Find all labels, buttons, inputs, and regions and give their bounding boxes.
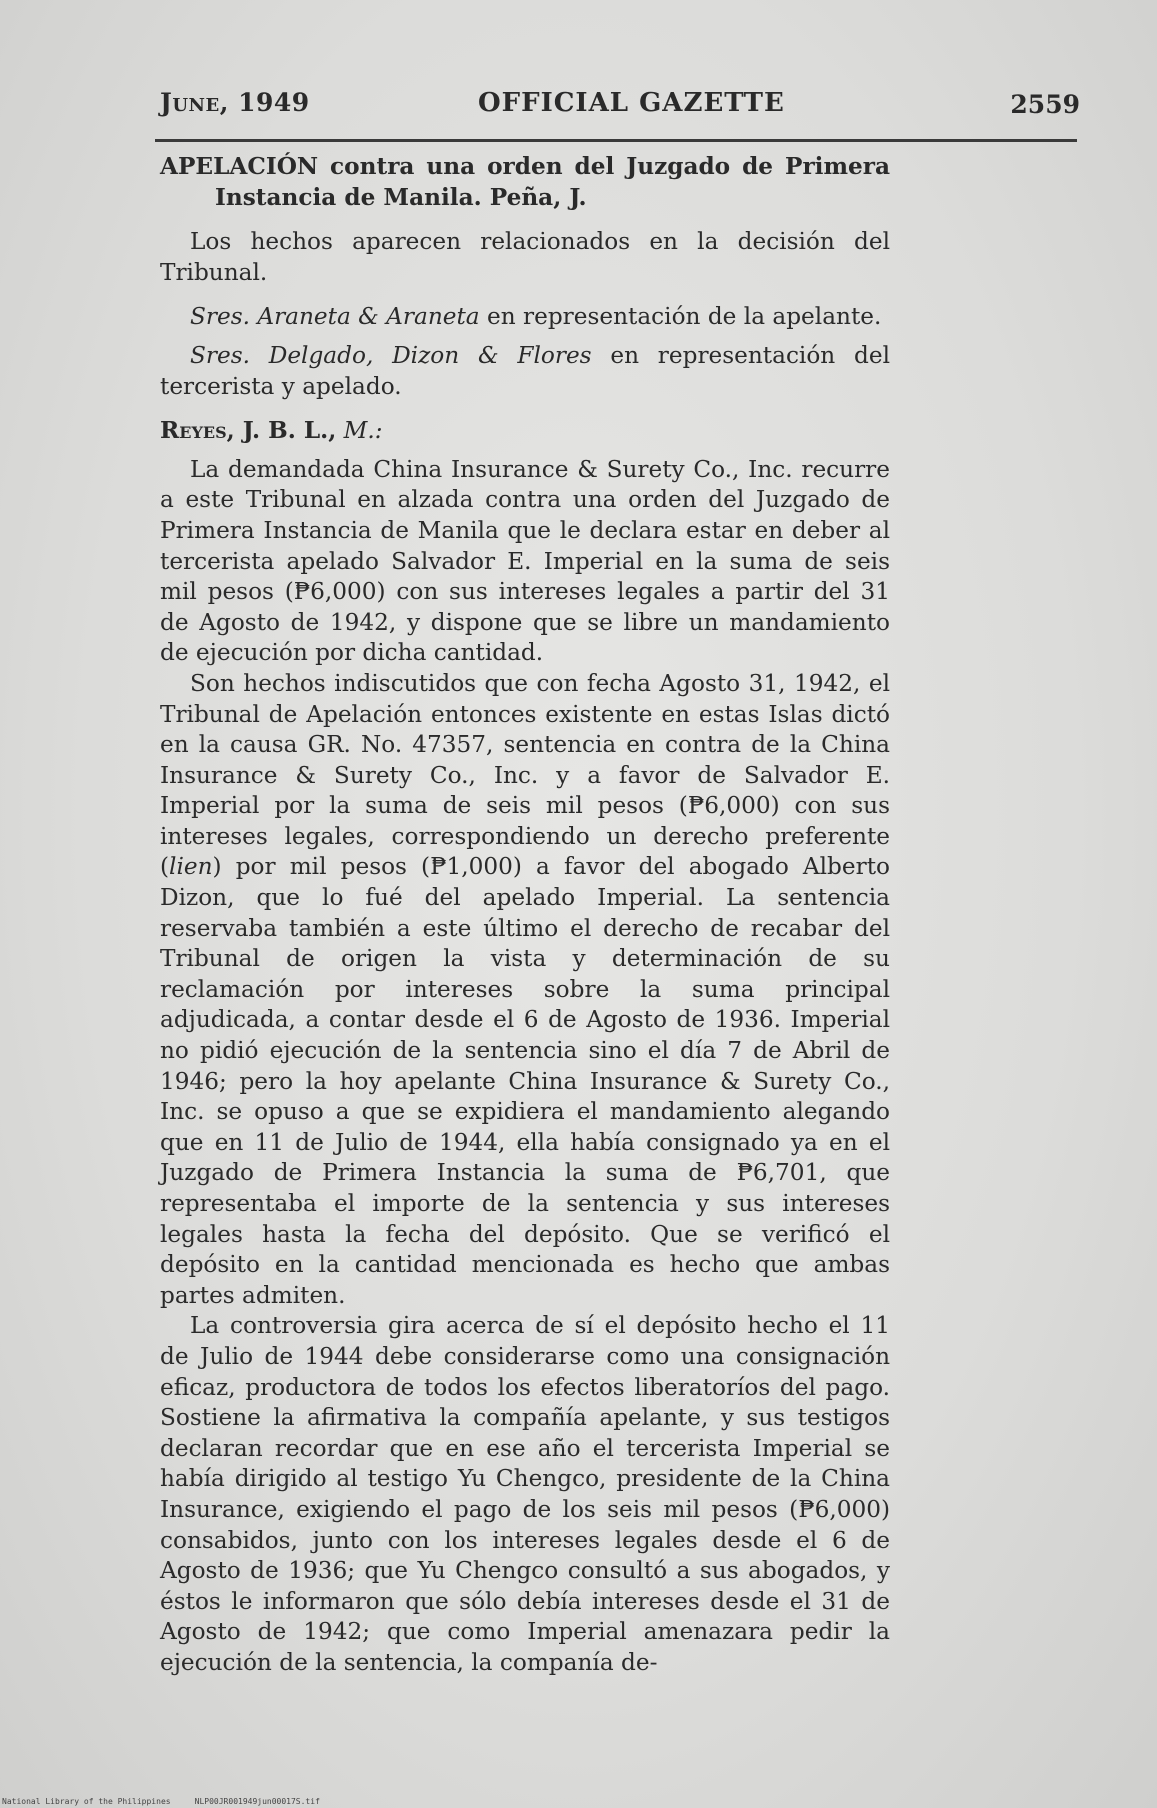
paragraph-1: La demandada China Insurance & Surety Co., Inc. recurre a este Tribunal en alzada contra una orden del Juzgado de Primera Instancia de Manila que le declara estar en deber al tercerista apelado Salvador E. Imperial en la suma de seis mil pesos (₱6,000) con sus intereses legales a partir del 31 de Agosto de 1942, y dispone que se libre un mandamiento de ejecución por dicha cantidad. [160, 455, 890, 667]
paragraph-3: La controversia gira acerca de sí el depósito hecho el 11 de Julio de 1944 debe considerarse como una consignación eficaz, productora de todos los efectos liberatoríos del pago. Sostiene la afirmativa la compañía apelante, y sus testigos declaran recordar que en ese año el tercerista Imperial se había dirigido al testigo Yu Chengco, presidente de la China Insurance, exigiendo el pago de los seis mil pesos (₱6,000) consabidos, junto con los intereses legales desde el 6 de Agosto de 1936; que Yu Chengco consultó a sus abogados, y éstos le informaron que sólo debía intereses desde el 31 de Agosto de 1942; que como Imperial amenazara pedir la ejecución de la sentencia, la companía de- [160, 1312, 890, 1676]
article-body [160, 152, 890, 1679]
paragraph-2 [160, 669, 890, 1311]
counsel-appellee-names: Sres. Delgado, Dizon & Flores [190, 341, 592, 369]
header-rule [155, 139, 1077, 142]
header-title: OFFICIAL GAZETTE [478, 88, 785, 118]
appeal-text: contra una orden del Juzgado de Primera Instancia de Manila. Peña, J. [215, 153, 890, 211]
scan-footer: National Library of the Philippines NLP00JR001949jun00017S.tif [2, 1797, 320, 1806]
header-date: June, 1949 [160, 88, 310, 117]
paragraph-2-part-b: ) por mil pesos (₱1,000) a favor del abogado Alberto Dizon, que lo fué del apelado Imperial. La sentencia reservaba también a este último el derecho de recabar del Tribunal de origen la vista y determinación de su reclamación por intereses sobre la suma principal adjudicada, a contar desde el 6 de Agosto de 1936. Imperial no pidió ejecución de la sentencia sino el día 7 de Abril de 1946; pero la hoy apelante China Insurance & Surety Co., Inc. se opuso a que se expidiera el mandamiento alegando que en 11 de Julio de 1944, ella había consignado ya en el Juzgado de Primera Instancia la suma de ₱6,701, que representaba el importe de la sentencia y sus intereses legales hasta la fecha del depósito. Que se verificó el depósito en la cantidad mencionada es hecho que ambas partes admiten. [160, 853, 890, 1309]
counsel-appellee-role: en representación del tercerista y apelado. [160, 341, 890, 400]
counsel-appellant [160, 302, 890, 333]
header-page-number: 2559 [1010, 90, 1080, 119]
judge-name: Reyes, J. B. L., [160, 417, 337, 445]
running-header [160, 88, 1080, 128]
paragraph-2-lien: lien [169, 853, 213, 881]
judge-line [160, 416, 890, 447]
paragraph-2-part-a: Son hechos indiscutidos que con fecha Agosto 31, 1942, el Tribunal de Apelación entonces existente en estas Islas dictó en la causa GR. No. 47357, sentencia en contra de la China Insurance & Surety Co., Inc. y a favor de Salvador E. Imperial por la suma de seis mil pesos (₱6,000) con sus intereses legales, correspondiendo un derecho preferente ( [160, 669, 890, 881]
facts-note: Los hechos aparecen relacionados en la decisión del Tribunal. [160, 228, 890, 286]
counsel-appellant-role: en representación de la apelante. [479, 303, 882, 331]
appeal-heading [160, 152, 890, 213]
appeal-lead: APELACIÓN [160, 153, 319, 180]
counsel-appellant-names: Sres. Araneta & Araneta [190, 303, 480, 331]
counsel-appellee [160, 341, 890, 402]
judge-suffix: M.: [336, 417, 383, 445]
